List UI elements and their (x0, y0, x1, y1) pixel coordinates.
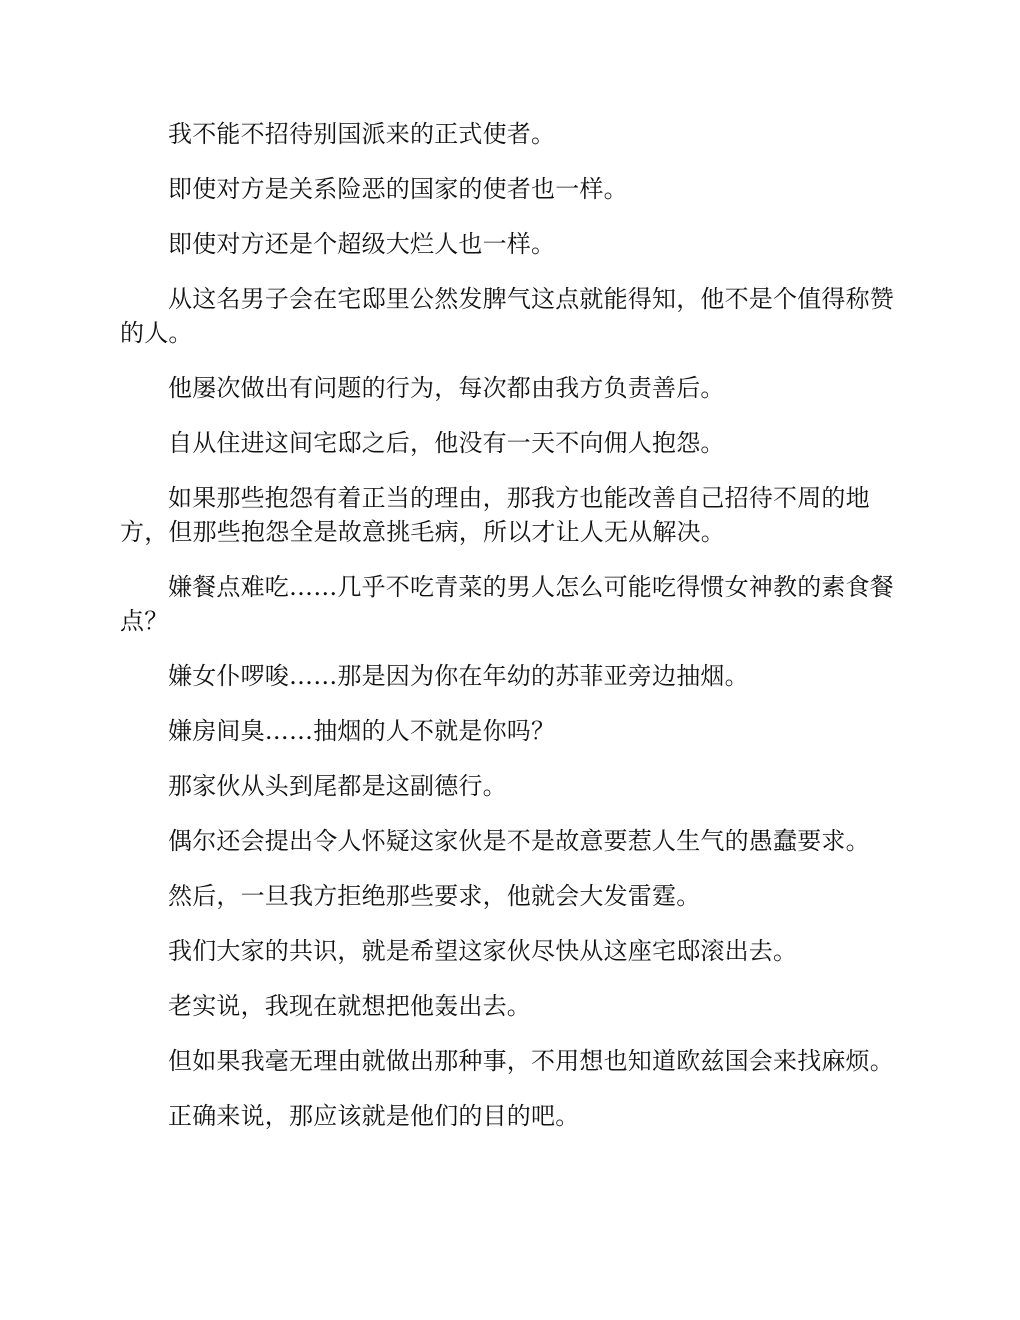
paragraph: 自从住进这间宅邸之后，他没有一天不向佣人抱怨。 (168, 429, 725, 457)
paragraph: 但如果我毫无理由就做出那种事，不用想也知道欧兹国会来找麻烦。 (168, 1047, 894, 1075)
paragraph: 正确来说，那应该就是他们的目的吧。 (168, 1102, 580, 1130)
paragraph: 即使对方还是个超级大烂人也一样。 (168, 230, 556, 258)
paragraph: 老实说，我现在就想把他轰出去。 (168, 992, 531, 1020)
paragraph: 然后，一旦我方拒绝那些要求，他就会大发雷霆。 (168, 882, 701, 910)
paragraph: 那家伙从头到尾都是这副德行。 (168, 772, 507, 800)
document-page (120, 117, 900, 1154)
paragraph: 他屡次做出有问题的行为，每次都由我方负责善后。 (168, 374, 725, 402)
paragraph: 我不能不招待别国派来的正式使者。 (168, 120, 556, 148)
paragraph: 嫌房间臭……抽烟的人不就是你吗？ (168, 717, 556, 745)
paragraph: 偶尔还会提出令人怀疑这家伙是不是故意要惹人生气的愚蠢要求。 (168, 827, 870, 855)
paragraph: 即使对方是关系险恶的国家的使者也一样。 (168, 175, 628, 203)
paragraph: 嫌餐点难吃……几乎不吃青菜的男人怎么可能吃得惯女神教的素食餐点？ (120, 573, 894, 635)
paragraph: 嫌女仆啰唆……那是因为你在年幼的苏菲亚旁边抽烟。 (168, 662, 749, 690)
paragraph: 从这名男子会在宅邸里公然发脾气这点就能得知，他不是个值得称赞的人。 (120, 285, 894, 347)
paragraph: 如果那些抱怨有着正当的理由，那我方也能改善自己招待不周的地方，但那些抱怨全是故意挑毛病，所以才让人无从解决。 (120, 484, 870, 546)
paragraph: 我们大家的共识，就是希望这家伙尽快从这座宅邸滚出去。 (168, 937, 798, 965)
